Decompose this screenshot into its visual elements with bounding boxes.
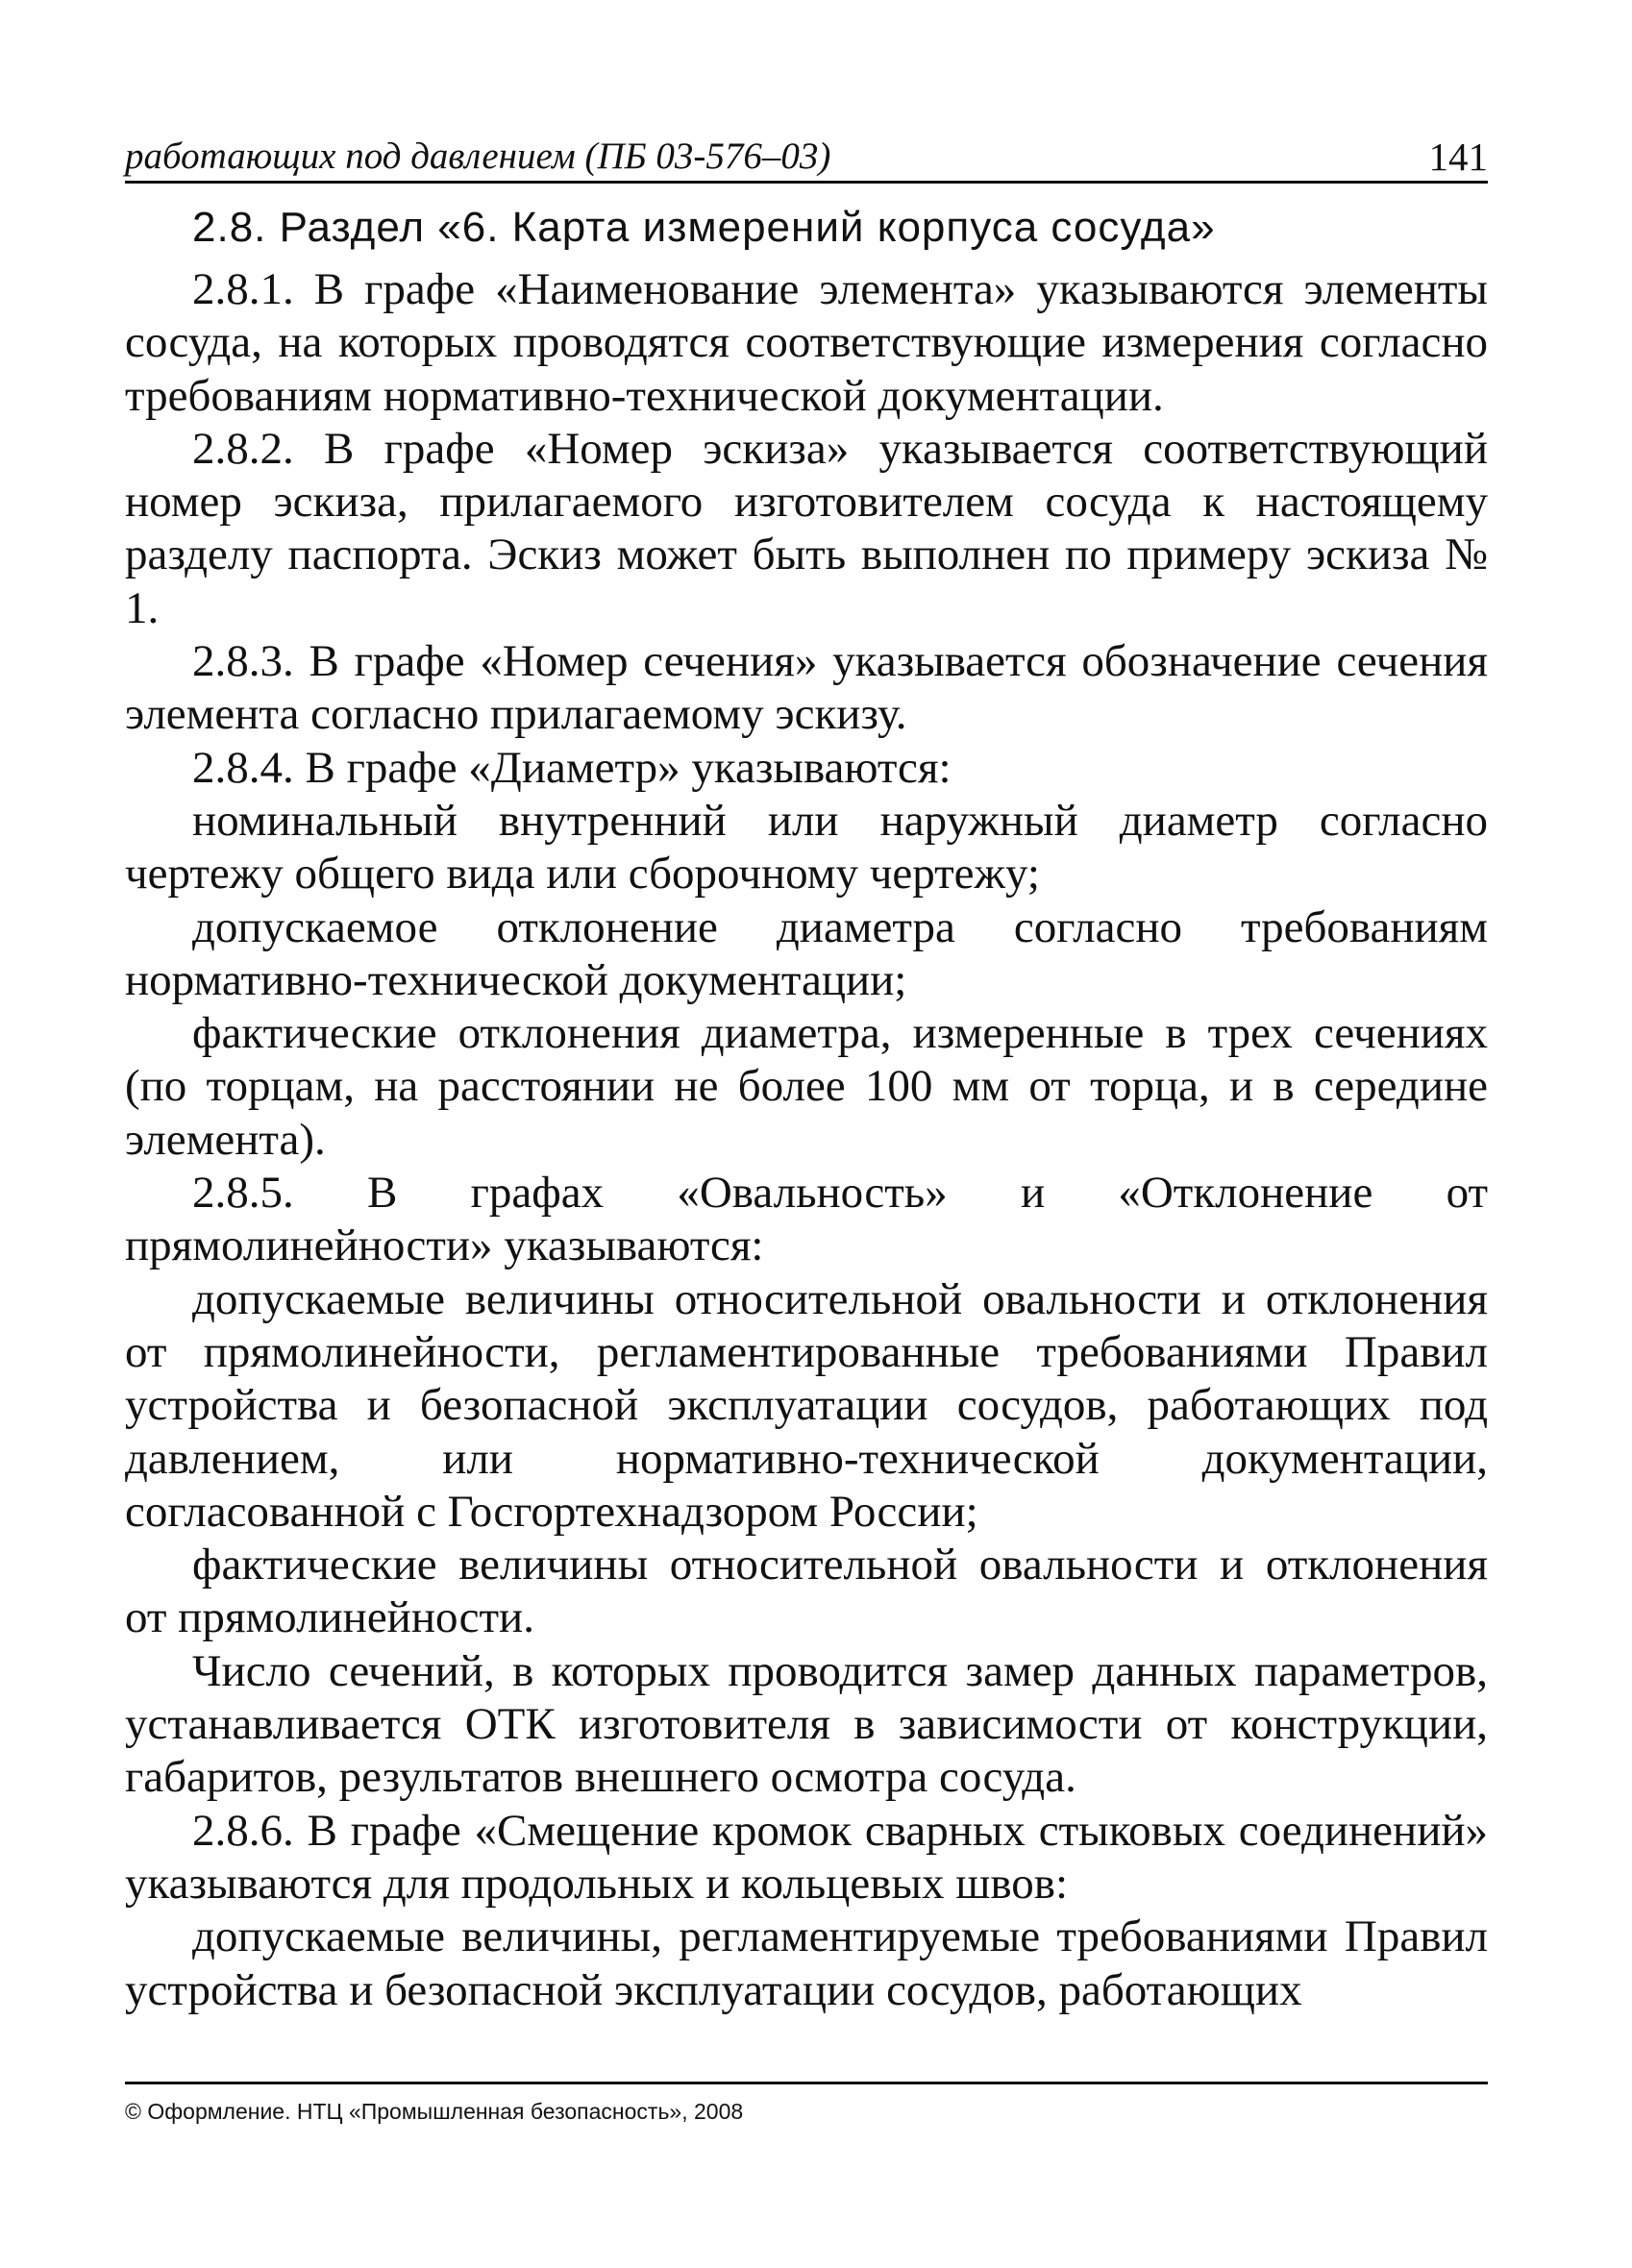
section-title: 2.8. Раздел «6. Карта измерений корпуса сосуда» — [192, 204, 1216, 251]
paragraph: фактические величины относительной овальности и отклонения от прямолинейности. — [125, 1540, 1488, 1643]
paragraph: фактические отклонения диаметра, измеренные в трех сечениях (по торцам, на расстоянии не более 100 мм от торца, и в середине элемента). — [125, 1008, 1488, 1165]
paragraph: 2.8.3. В графе «Номер сечения» указывается обозначение сечения элемента согласно прилагаемому эскизу. — [125, 636, 1488, 740]
footer-divider — [125, 2082, 1488, 2084]
paragraph: допускаемое отклонение диаметра согласно требованиям нормативно-технической документации; — [125, 901, 1488, 1005]
paragraph: номинальный внутренний или наружный диаметр согласно чертежу общего вида или сборочному чертежу; — [125, 795, 1488, 900]
paragraph: 2.8.4. В графе «Диаметр» указываются: — [192, 742, 952, 793]
body-text — [125, 263, 1488, 2017]
paragraph: допускаемые величины относительной овальности и отклонения от прямолинейности, регламентированные требованиями Правил устройства и безопасной эксплуатации сосудов, работающих под давлением, или нормативно-технической документации, согласованной с Госгортехнадзором России; — [125, 1273, 1488, 1537]
paragraph: 2.8.1. В графе «Наименование элемента» указываются элементы сосуда, на которых проводятся соответствующие измерения согласно требованиям нормативно-технической документации. — [125, 264, 1488, 421]
page-header — [125, 133, 1488, 184]
footer-copyright: © Оформление. НТЦ «Промышленная безопасность», 2008 — [125, 2099, 744, 2124]
running-head: работающих под давлением (ПБ 03-576–03) — [125, 136, 831, 177]
page-number: 141 — [1428, 135, 1488, 179]
paragraph: 2.8.5. В графах «Овальность» и «Отклонение от прямолинейности» указываются: — [125, 1168, 1488, 1271]
paragraph: 2.8.2. В графе «Номер эскиза» указывается соответствующий номер эскиза, прилагаемого изготовителем сосуда к настоящему разделу паспорта. Эскиз может быть выполнен по примеру эскиза № 1. — [125, 423, 1488, 633]
paragraph: 2.8.6. В графе «Смещение кромок сварных стыковых соединений» указываются для продольных и кольцевых швов: — [125, 1805, 1488, 1909]
paragraph: Число сечений, в которых проводится замер данных параметров, устанавливается ОТК изготовителя в зависимости от конструкции, габаритов, результатов внешнего осмотра сосуда. — [125, 1645, 1488, 1803]
paragraph: допускаемые величины, регламентируемые требованиями Правил устройства и безопасной эксплуатации сосудов, работающих — [125, 1911, 1488, 2015]
